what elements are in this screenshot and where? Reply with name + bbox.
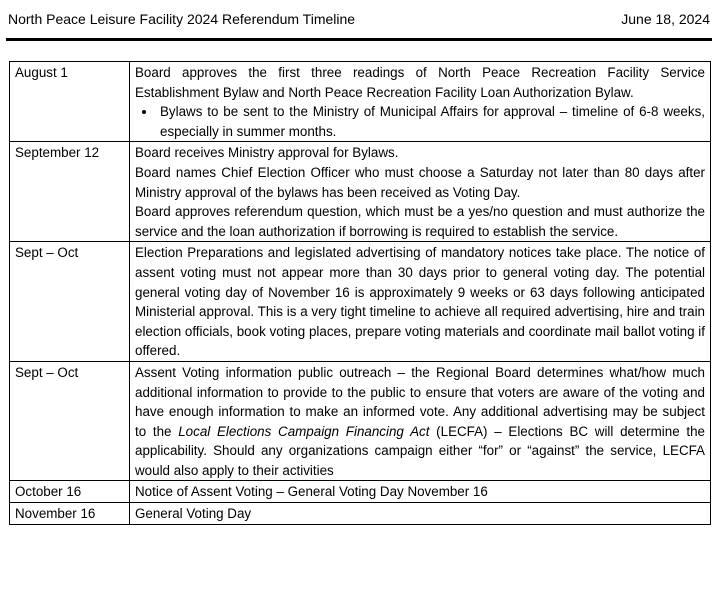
table-row — [10, 142, 711, 242]
row-paragraph: Board approves the first three readings of North Peace Recreation Facility Service Establishment Bylaw and North Peace Recreation Facility Loan Authorization Bylaw. — [135, 65, 705, 100]
row-paragraph: Board names Chief Election Officer who must choose a Saturday not later than 80 days after Ministry approval of the bylaws has been received as Voting Day. — [135, 164, 705, 200]
text-run: Assent Voting information public outreach – the Regional Board determines what/how much additional information to provide to the public to ensure that voters are aware of the voting and have enough information to make an informed vote. Any additional advertising may be subject to the — [135, 364, 705, 439]
row-paragraph: Board receives Ministry approval for Bylaws. — [135, 145, 399, 161]
row-date: Sept – Oct — [10, 361, 130, 481]
row-description — [130, 361, 711, 481]
header-rule — [6, 38, 712, 41]
row-description — [130, 481, 711, 503]
document-header — [6, 11, 712, 33]
bullet-list — [135, 102, 705, 141]
table-row — [10, 361, 711, 481]
bullet-item: • Bylaws to be sent to the Ministry of Municipal Affairs for approval – timeline of 6-8 weeks, especially in summer months. — [157, 102, 705, 141]
timeline-table — [9, 61, 711, 525]
row-paragraph: Notice of Assent Voting – General Voting Day November 16 — [135, 484, 488, 500]
row-paragraph — [135, 363, 705, 481]
table-row — [10, 503, 711, 525]
row-description — [130, 62, 711, 142]
document-title: North Peace Leisure Facility 2024 Referendum Timeline — [8, 11, 356, 27]
document-date: June 18, 2024 — [621, 11, 710, 27]
row-date: August 1 — [10, 62, 130, 142]
row-date: Sept – Oct — [10, 242, 130, 362]
row-paragraph: General Voting Day — [135, 506, 252, 522]
row-description — [130, 242, 711, 362]
row-description — [130, 503, 711, 525]
table-row — [10, 62, 711, 142]
row-description — [130, 142, 711, 242]
act-title: Local Elections Campaign Financing Act — [178, 423, 430, 439]
text-run: (LECFA) – Elections BC will determine the applicability. Should any organizations campaign either “for” or “against” the service, LECFA would also apply to their activities — [135, 423, 705, 478]
row-date: September 12 — [10, 142, 130, 242]
table-row — [10, 242, 711, 362]
table-row — [10, 481, 711, 503]
row-date: November 16 — [10, 503, 130, 525]
row-paragraph: Election Preparations and legislated advertising of mandatory notices take place. The notice of assent voting must not appear more than 30 days prior to general voting day. The potential general voting day of November 16 is approximately 9 weeks or 63 days following anticipated Ministerial approval. This is a very tight timeline to achieve all required advertising, hire and train election officials, book voting places, prepare voting materials and coordinate mail ballot voting if offered. — [135, 245, 705, 359]
row-paragraph: Board approves referendum question, which must be a yes/no question and must authorize the service and the loan authorization if borrowing is required to establish the service. — [135, 204, 705, 239]
row-date: October 16 — [10, 481, 130, 503]
